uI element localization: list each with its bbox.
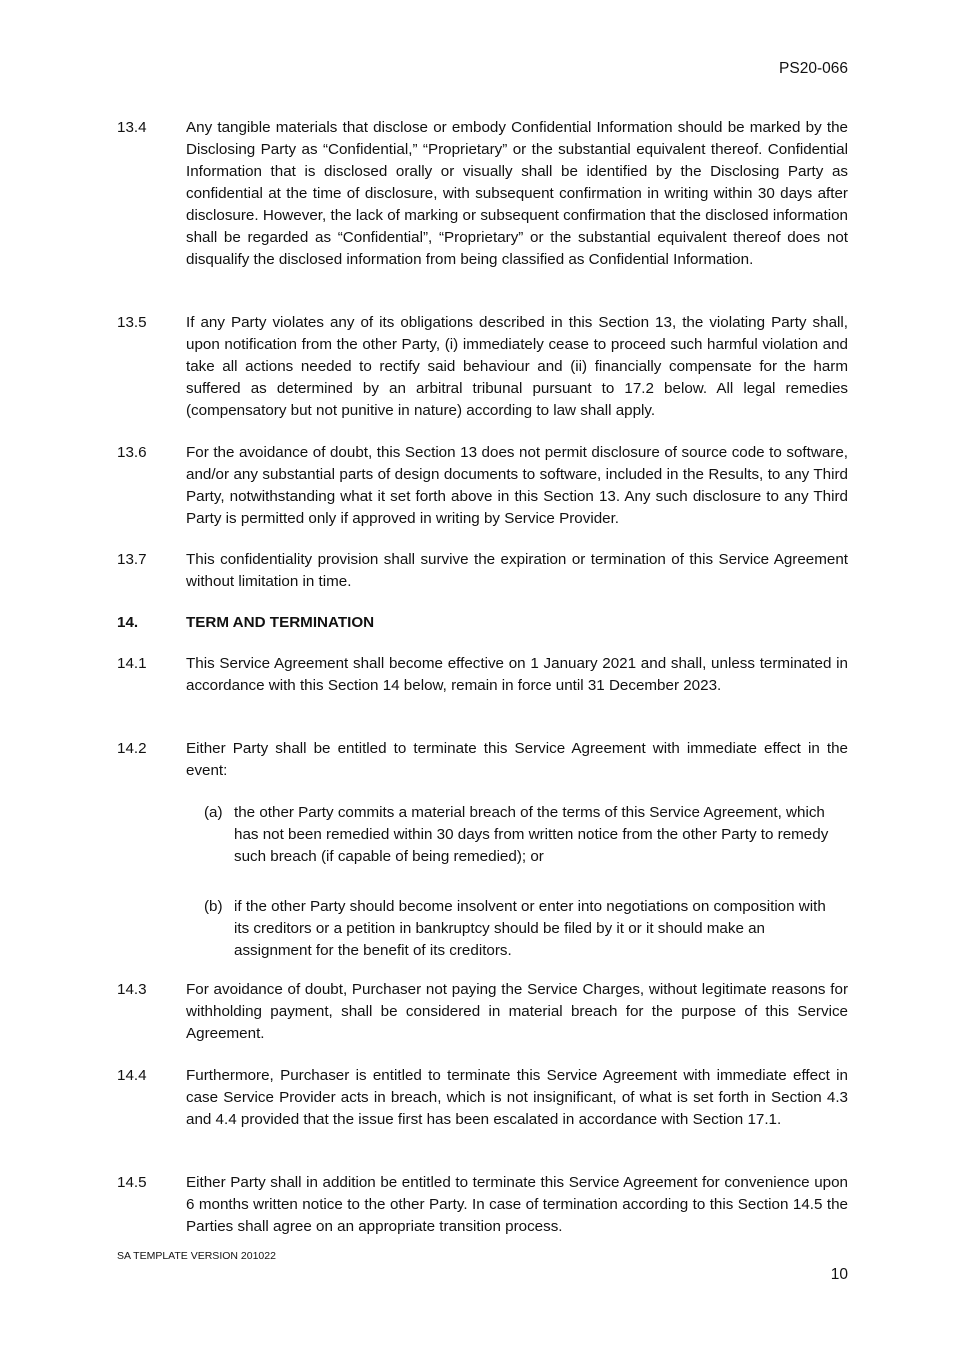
clause-text: For the avoidance of doubt, this Section 13 does not permit disclosure of source code to software, and/or any substantial parts of design documents to software, included in the Results, to any Third Party, notwithstanding what it set forth above in this Section 13. Any such disclosure to any Third Party is permitted only if approved in writing by Service Provider. <box>186 444 848 527</box>
page-number: 10 <box>830 1266 848 1283</box>
clause-number: 13.6 <box>117 444 147 461</box>
clause-14-5 <box>117 1172 848 1238</box>
clause-14-3 <box>117 979 848 1045</box>
clause-number: 13.7 <box>117 551 147 568</box>
section-title: TERM AND TERMINATION <box>186 614 375 631</box>
clause-14-2 <box>117 738 848 782</box>
clause-14-1 <box>117 653 848 697</box>
clause-text: Any tangible materials that disclose or embody Confidential Information should be marked by the Disclosing Party as “Confidential,” “Proprietary” or the substantial equivalent thereof. Confidential Information that is disclosed orally or visually shall be identified by the Disclosing Party as confidential at the time of disclosure, with subsequent confirmation in writing within 30 days after disclosure. However, the lack of marking or subsequent confirmation that the disclosed information shall be regarded as “Confidential”, “Proprietary” or the substantial equivalent thereof does not disqualify the disclosed information from being classified as Confidential Information. <box>186 119 848 268</box>
clause-number: 13.4 <box>117 119 147 136</box>
clause-14-4 <box>117 1065 848 1131</box>
subitem-b <box>204 896 834 962</box>
clause-number: 14.3 <box>117 981 147 998</box>
clause-number: 14.4 <box>117 1067 147 1084</box>
clause-number: 14.5 <box>117 1174 147 1191</box>
clause-13-4 <box>117 117 848 271</box>
subitem-text: if the other Party should become insolvent or enter into negotiations on composition with its creditors or a petition in bankruptcy should be filed by it or it should make an assignment for the benefit of its creditors. <box>234 898 826 959</box>
clause-text: If any Party violates any of its obligations described in this Section 13, the violating Party shall, upon notification from the other Party, (i) immediately cease to proceed such harmful violation and take all actions needed to rectify said behaviour and (ii) financially compensate for the harm suffered as determined by an arbitral tribunal pursuant to 17.2 below. All legal remedies (compensatory but not punitive in nature) according to law shall apply. <box>186 314 848 419</box>
clause-number: 14.2 <box>117 740 147 757</box>
subitem-a <box>204 802 834 868</box>
clause-13-5 <box>117 312 848 422</box>
subitem-text: the other Party commits a material breach of the terms of this Service Agreement, which has not been remedied within 30 days from written notice from the other Party to remedy such breach (if capable of being remedied); or <box>234 804 829 865</box>
document-reference: PS20-066 <box>779 60 848 77</box>
section-14-heading <box>117 612 848 634</box>
clause-text: This Service Agreement shall become effective on 1 January 2021 and shall, unless terminated in accordance with this Section 14 below, remain in force until 31 December 2023. <box>186 655 848 694</box>
clause-text: Either Party shall in addition be entitled to terminate this Service Agreement for convenience upon 6 months written notice to the other Party. In case of termination according to this Section 14.5 the Parties shall agree on an appropriate transition process. <box>186 1174 848 1235</box>
clause-number: 14.1 <box>117 655 147 672</box>
clause-text: This confidentiality provision shall survive the expiration or termination of this Service Agreement without limitation in time. <box>186 551 848 590</box>
clause-number: 13.5 <box>117 314 147 331</box>
clause-13-7 <box>117 549 848 593</box>
subitem-label: (b) <box>204 898 223 915</box>
clause-text: Either Party shall be entitled to terminate this Service Agreement with immediate effect in the event: <box>186 740 848 779</box>
clause-text: For avoidance of doubt, Purchaser not paying the Service Charges, without legitimate reasons for withholding payment, shall be considered in material breach for the purpose of this Service Agreement. <box>186 981 848 1042</box>
section-number: 14. <box>117 614 139 631</box>
template-version: SA TEMPLATE VERSION 201022 <box>117 1250 276 1262</box>
clause-text: Furthermore, Purchaser is entitled to terminate this Service Agreement with immediate effect in case Service Provider acts in breach, which is not insignificant, of what is set forth in Section 4.3 and 4.4 provided that the issue first has been escalated in accordance with Section 17.1. <box>186 1067 848 1128</box>
subitem-label: (a) <box>204 804 223 821</box>
clause-13-6 <box>117 442 848 530</box>
